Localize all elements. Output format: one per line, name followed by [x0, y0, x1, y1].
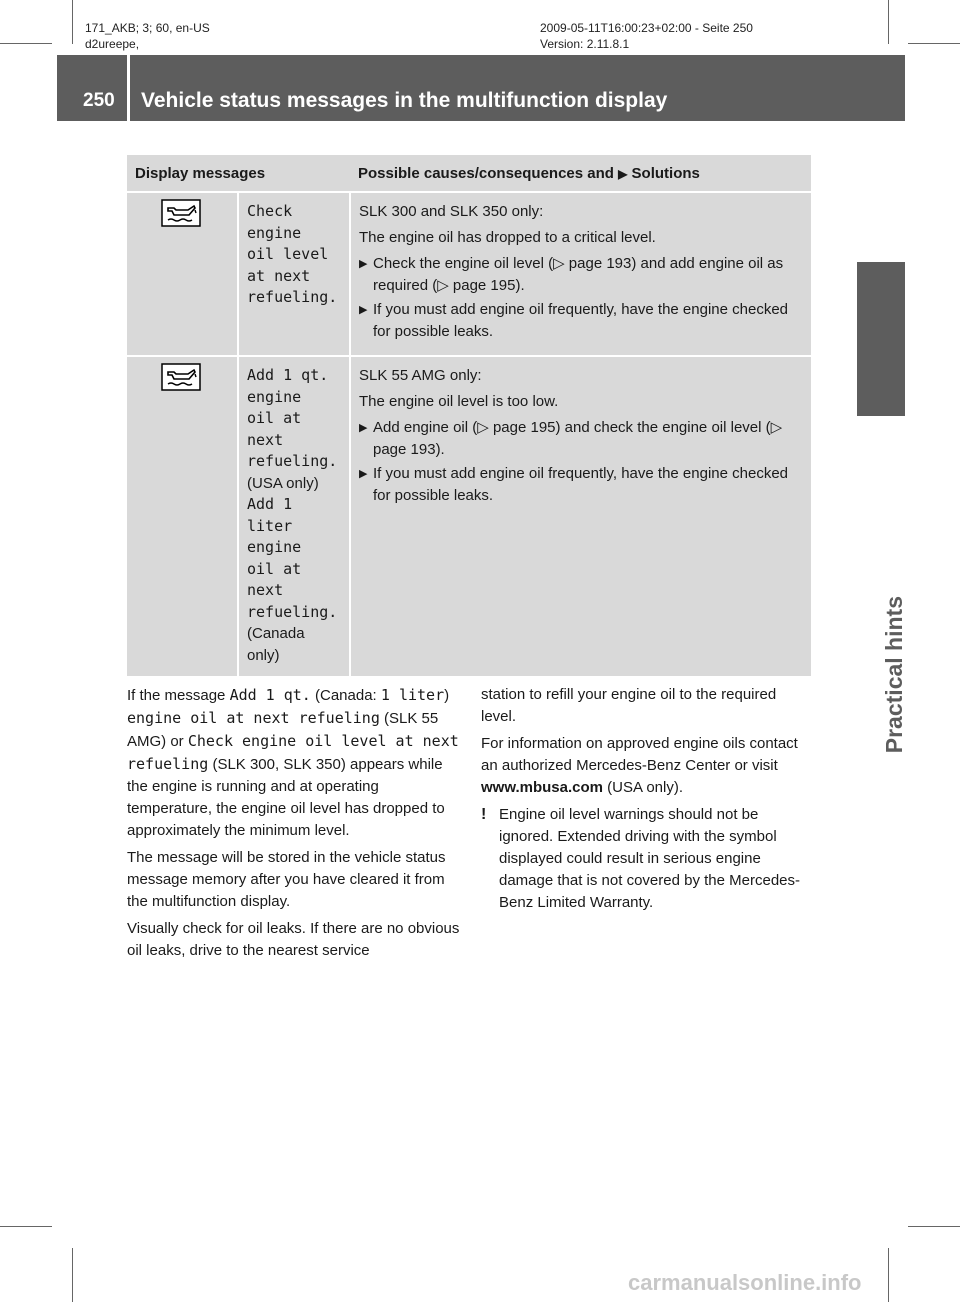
display-message-line: next — [247, 581, 284, 599]
display-message-line: refueling. — [247, 452, 338, 470]
solution-cell — [350, 356, 811, 676]
warning-icon: ! — [481, 806, 487, 823]
watermark: carmanualsonline.info — [628, 1270, 862, 1295]
region-note: (USA only) — [247, 474, 319, 492]
section-tab-label: Practical hints — [881, 596, 907, 754]
warning-text: Engine oil level warnings should not be ignored. Extended driving with the symbol displayed could result in serious engine damage that is not covered by the Mercedes-Benz Limited Warranty. — [499, 806, 800, 911]
step-arrow-icon: ▶ — [359, 468, 368, 480]
print-meta-left-1: 171_AKB; 3; 60, en-US — [85, 21, 210, 35]
display-message-line: oil at — [247, 559, 302, 578]
text-run: (SLK 300, SLK 350) appears while the engine is running and at operating temperature, the engine oil level has dropped to approximately the minimum level. — [127, 756, 445, 839]
step-text: Check the engine oil level (▷ page 193) and add engine oil as required (▷ page 195). — [373, 255, 784, 294]
display-message-line: refueling. — [247, 288, 338, 306]
display-message-line: next — [247, 430, 284, 449]
crop-mark — [908, 1226, 960, 1227]
message-cell — [238, 356, 350, 676]
display-text: engine oil at next refueling — [127, 709, 380, 727]
col-header-solutions-tail: Solutions — [631, 165, 700, 182]
table-row — [127, 356, 811, 676]
text-run: ) — [444, 687, 450, 704]
step-text: Add engine oil (▷ page 195) and check the engine oil level (▷ page 193). — [373, 419, 783, 458]
col-header-solutions — [350, 155, 811, 192]
col-header-solutions-text: Possible causes/consequences and — [358, 165, 614, 182]
message-cell — [238, 192, 350, 356]
display-message-usa — [247, 365, 341, 473]
display-messages-table — [127, 155, 811, 676]
display-message-line: Add 1 — [247, 495, 293, 513]
display-text: Add 1 qt. — [229, 686, 311, 704]
display-text: Check engine oil level at next refueling — [127, 732, 459, 773]
print-meta-right-2: Version: 2.11.8.1 — [540, 37, 630, 51]
text-run: If the message — [127, 687, 230, 704]
warning-note — [481, 804, 813, 914]
region-note: (Canada only) — [247, 625, 305, 664]
icon-cell — [127, 192, 238, 356]
leak-check-paragraph-continued: station to refill your engine oil to the required level. — [481, 686, 777, 725]
approved-oils-paragraph — [481, 733, 813, 799]
solution-step — [359, 299, 803, 343]
body-column-left — [127, 684, 462, 967]
print-meta-left-2: d2ureepe, — [85, 37, 140, 51]
table-row — [127, 192, 811, 356]
body-column-right — [481, 684, 813, 914]
crop-mark — [908, 43, 960, 44]
step-text: If you must add engine oil frequently, have the engine checked for possible leaks. — [373, 301, 788, 340]
crop-mark — [0, 1226, 52, 1227]
table-header-row — [127, 155, 811, 192]
display-message-line: liter — [247, 516, 293, 535]
text-run: (USA only). — [602, 779, 684, 796]
display-message-canada — [247, 494, 341, 623]
page-number: 250 — [83, 90, 115, 111]
engine-oil-level-icon — [160, 361, 204, 395]
applicability-note: SLK 55 AMG only: — [359, 367, 482, 384]
display-text: 1 liter — [380, 686, 445, 704]
page-title: Vehicle status messages in the multifunction display — [141, 89, 668, 112]
solution-cell — [350, 192, 811, 356]
crop-mark — [72, 1248, 73, 1302]
display-message-line: engine — [247, 387, 302, 406]
display-message-line: engine — [247, 538, 302, 556]
display-message-line: oil at — [247, 409, 302, 427]
text-run: (Canada: — [310, 687, 381, 704]
display-message-line: Check — [247, 202, 293, 220]
step-arrow-icon: ▶ — [359, 422, 368, 434]
step-arrow-icon: ▶ — [359, 304, 368, 316]
memory-paragraph: The message will be stored in the vehicle status message memory after you have cleared it from the multifunction display. — [127, 849, 446, 910]
engine-oil-level-icon — [160, 197, 204, 231]
header-divider — [127, 55, 130, 121]
step-arrow-icon: ▶ — [359, 258, 368, 270]
oil-message-paragraph — [127, 684, 462, 842]
print-meta-right-1: 2009-05-11T16:00:23+02:00 - Seite 250 — [540, 21, 753, 35]
crop-mark — [0, 43, 52, 44]
display-message-line: refueling. — [247, 602, 338, 621]
step-text: If you must add engine oil frequently, have the engine checked for possible leaks. — [373, 465, 788, 504]
leak-check-paragraph: Visually check for oil leaks. If there are no obvious oil leaks, drive to the nearest service — [127, 920, 460, 959]
icon-cell — [127, 356, 238, 676]
cause-text: The engine oil level is too low. — [359, 393, 559, 410]
solution-step — [359, 253, 803, 297]
website-link[interactable]: www.mbusa.com — [481, 779, 603, 796]
crop-mark — [888, 1248, 889, 1302]
cause-text: The engine oil has dropped to a critical level. — [359, 229, 656, 246]
display-message-line: at next — [247, 266, 311, 285]
col-header-display: Display messages — [127, 155, 350, 192]
display-message-line: oil level — [247, 245, 329, 263]
display-message-line: engine — [247, 223, 302, 242]
solution-arrow-icon: ▶ — [618, 167, 628, 181]
display-message-line: Add 1 qt. — [247, 366, 329, 384]
crop-mark — [72, 0, 73, 44]
text-run: For information on approved engine oils contact an authorized Mercedes-Benz Center or visit — [481, 735, 798, 774]
applicability-note: SLK 300 and SLK 350 only: — [359, 203, 544, 220]
solution-step — [359, 417, 803, 461]
section-tab-marker — [857, 262, 905, 416]
text-run: (SLK 55 AMG) or — [127, 710, 439, 750]
crop-mark — [888, 0, 889, 44]
solution-step — [359, 463, 803, 507]
